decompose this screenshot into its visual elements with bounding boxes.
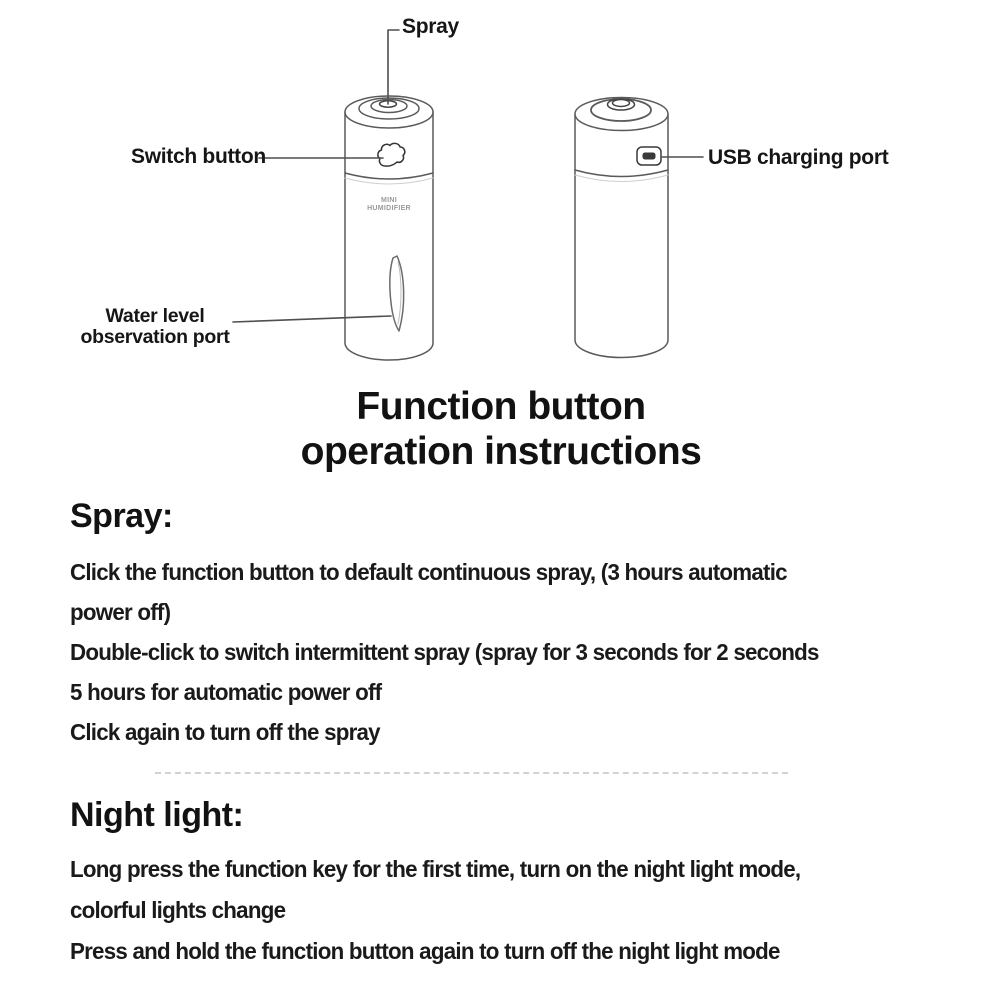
spray-callout-label: Spray <box>402 15 459 38</box>
switch-button-callout-label: Switch button <box>131 145 266 168</box>
device-side-view <box>575 98 668 358</box>
spray-leader-line <box>388 30 399 104</box>
water-level-callout-label <box>77 306 233 348</box>
instruction-line: Click the function button to default continuous spray, (3 hours automatic <box>70 559 787 585</box>
switch-cloud-icon <box>378 143 405 166</box>
spray-instructions <box>70 552 858 752</box>
instruction-line: Press and hold the function button again to turn off the night light mode <box>70 938 780 964</box>
instruction-line: power off) <box>70 599 171 625</box>
usb-port-callout-label: USB charging port <box>708 146 889 169</box>
spray-section-heading: Spray: <box>70 497 173 535</box>
page-title <box>0 384 1002 474</box>
device-brand-print <box>357 197 421 213</box>
instruction-line: 5 hours for automatic power off <box>70 679 382 705</box>
page-title-line1: Function button <box>356 385 646 428</box>
instruction-line: colorful lights change <box>70 897 286 923</box>
device-front-view <box>345 96 433 360</box>
night-light-instructions <box>70 849 839 972</box>
instruction-line: Click again to turn off the spray <box>70 719 380 745</box>
water-level-label-line2: observation port <box>80 326 230 348</box>
page-title-line2: operation instructions <box>300 430 702 473</box>
device-print-line2: HUMIDIFIER <box>367 205 411 212</box>
instruction-line: Long press the function key for the first time, turn on the night light mode, <box>70 856 801 882</box>
instruction-line: Double-click to switch intermittent spray (spray for 3 seconds for 2 seconds <box>70 639 819 665</box>
device-print-line1: MINI <box>381 197 397 204</box>
section-divider <box>155 772 788 774</box>
usb-port-pin <box>643 153 656 160</box>
device-top <box>575 98 668 131</box>
water-level-label-line1: Water level <box>105 305 205 327</box>
night-light-section-heading: Night light: <box>70 796 244 834</box>
